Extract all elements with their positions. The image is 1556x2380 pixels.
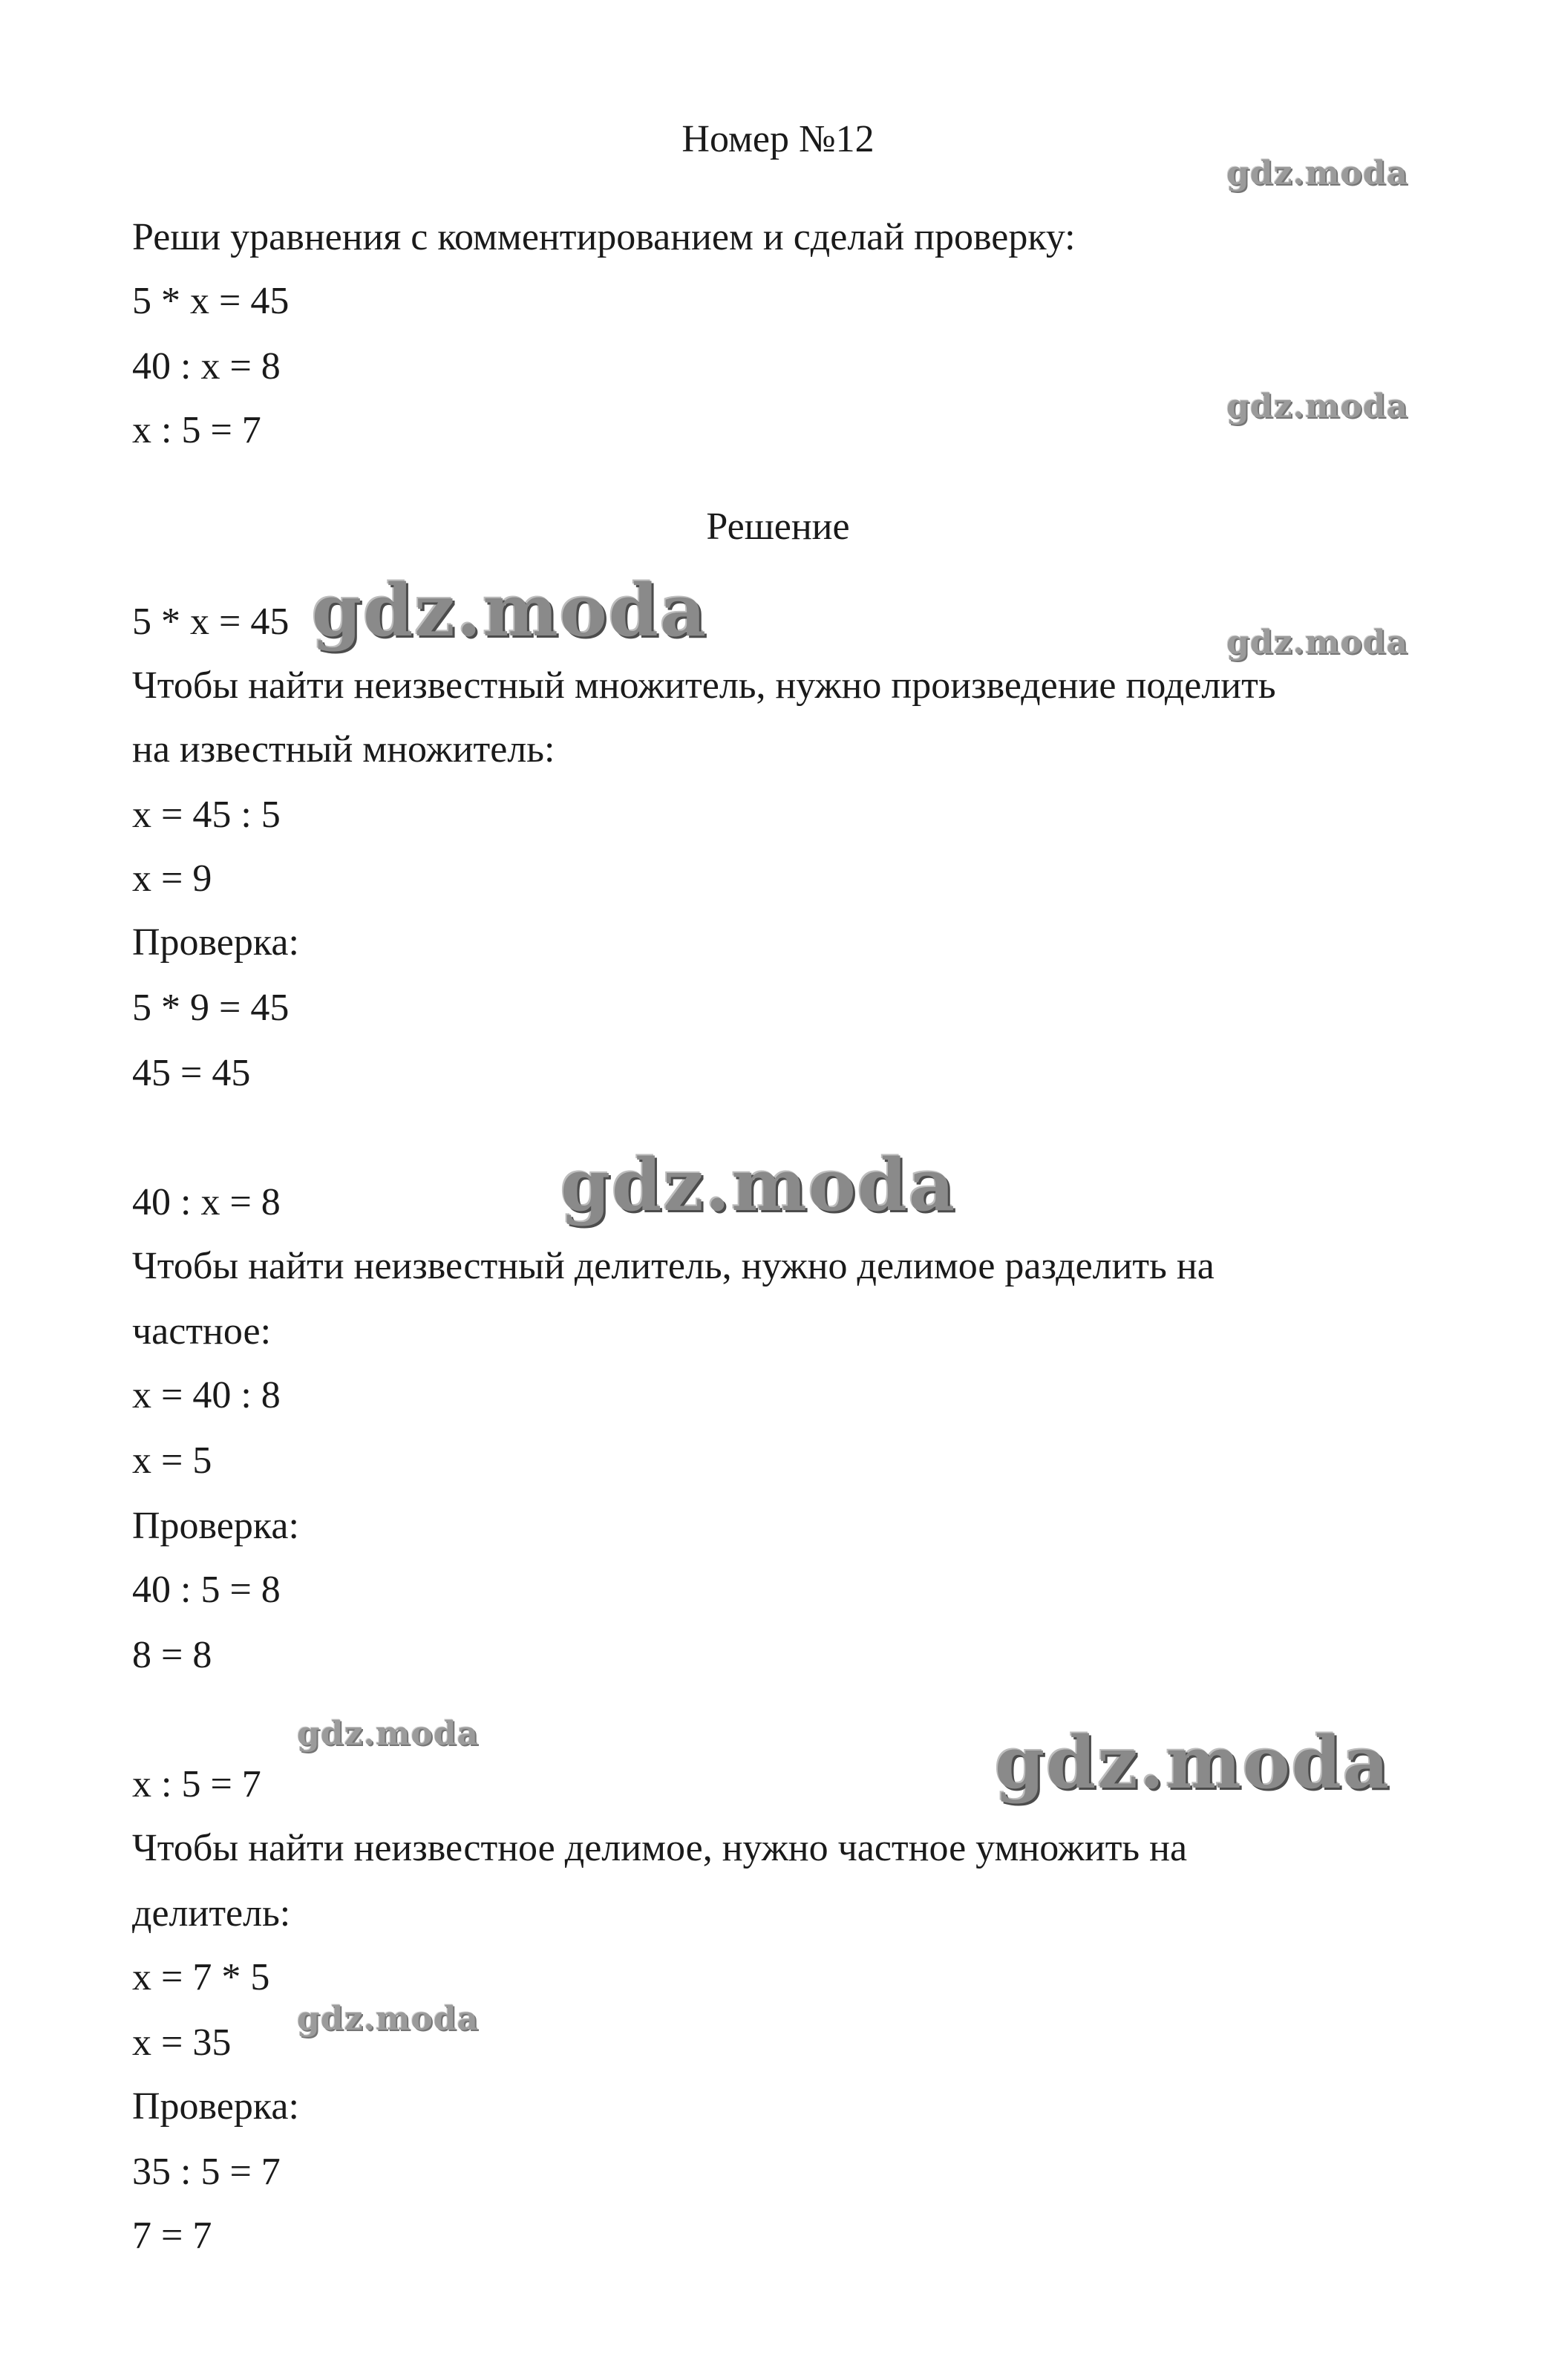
solution-2-equation: 40 : x = 8 [132,1181,281,1223]
watermark-logo: gdz.moda [1226,154,1409,192]
watermark-logo: gdz.moda [297,2000,480,2038]
solution-1-step-2: x = 9 [132,857,212,900]
solution-2-check-2: 8 = 8 [132,1634,212,1676]
solution-3-step-2: x = 35 [132,2021,232,2064]
solution-2-check-label: Проверка: [132,1505,299,1547]
page-title: Номер №12 [681,118,875,160]
solution-3-rule-line-1: Чтобы найти неизвестное делимое, нужно частное умножить на [132,1827,1188,1869]
watermark-logo: gdz.moda [560,1143,957,1227]
solution-1-check-label: Проверка: [132,921,299,964]
solution-3-equation: x : 5 = 7 [132,1763,261,1805]
watermark-logo: gdz.moda [995,1721,1391,1805]
solution-2-step-1: x = 40 : 8 [132,1374,281,1416]
task-equation-3: x : 5 = 7 [132,409,261,451]
watermark-logo: gdz.moda [1226,624,1409,661]
solution-1-rule-line-1: Чтобы найти неизвестный множитель, нужно произведение поделить [132,664,1276,707]
solution-1-step-1: x = 45 : 5 [132,794,281,836]
task-equation-2: 40 : x = 8 [132,345,281,388]
task-equation-1: 5 * x = 45 [132,280,290,322]
solution-1-equation: 5 * x = 45 [132,601,290,643]
watermark-logo: gdz.moda [1226,388,1409,425]
watermark-logo: gdz.moda [312,569,708,653]
solution-2-step-2: x = 5 [132,1439,212,1482]
solution-2-check-1: 40 : 5 = 8 [132,1569,281,1611]
watermark-logo: gdz.moda [297,1715,480,1753]
solution-3-check-1: 35 : 5 = 7 [132,2151,281,2193]
solution-3-check-2: 7 = 7 [132,2214,212,2257]
solution-2-rule-line-1: Чтобы найти неизвестный делитель, нужно делимое разделить на [132,1245,1215,1287]
task-instruction: Реши уравнения с комментированием и сделай проверку: [132,216,1076,258]
solution-1-rule-line-2: на известный множитель: [132,728,555,771]
solution-2-rule-line-2: частное: [132,1310,272,1353]
solution-3-step-1: x = 7 * 5 [132,1956,270,1998]
solution-1-check-2: 45 = 45 [132,1052,251,1094]
solution-1-check-1: 5 * 9 = 45 [132,987,290,1029]
solution-3-rule-line-2: делитель: [132,1892,291,1935]
solution-heading: Решение [706,506,850,548]
solution-3-check-label: Проверка: [132,2085,299,2128]
